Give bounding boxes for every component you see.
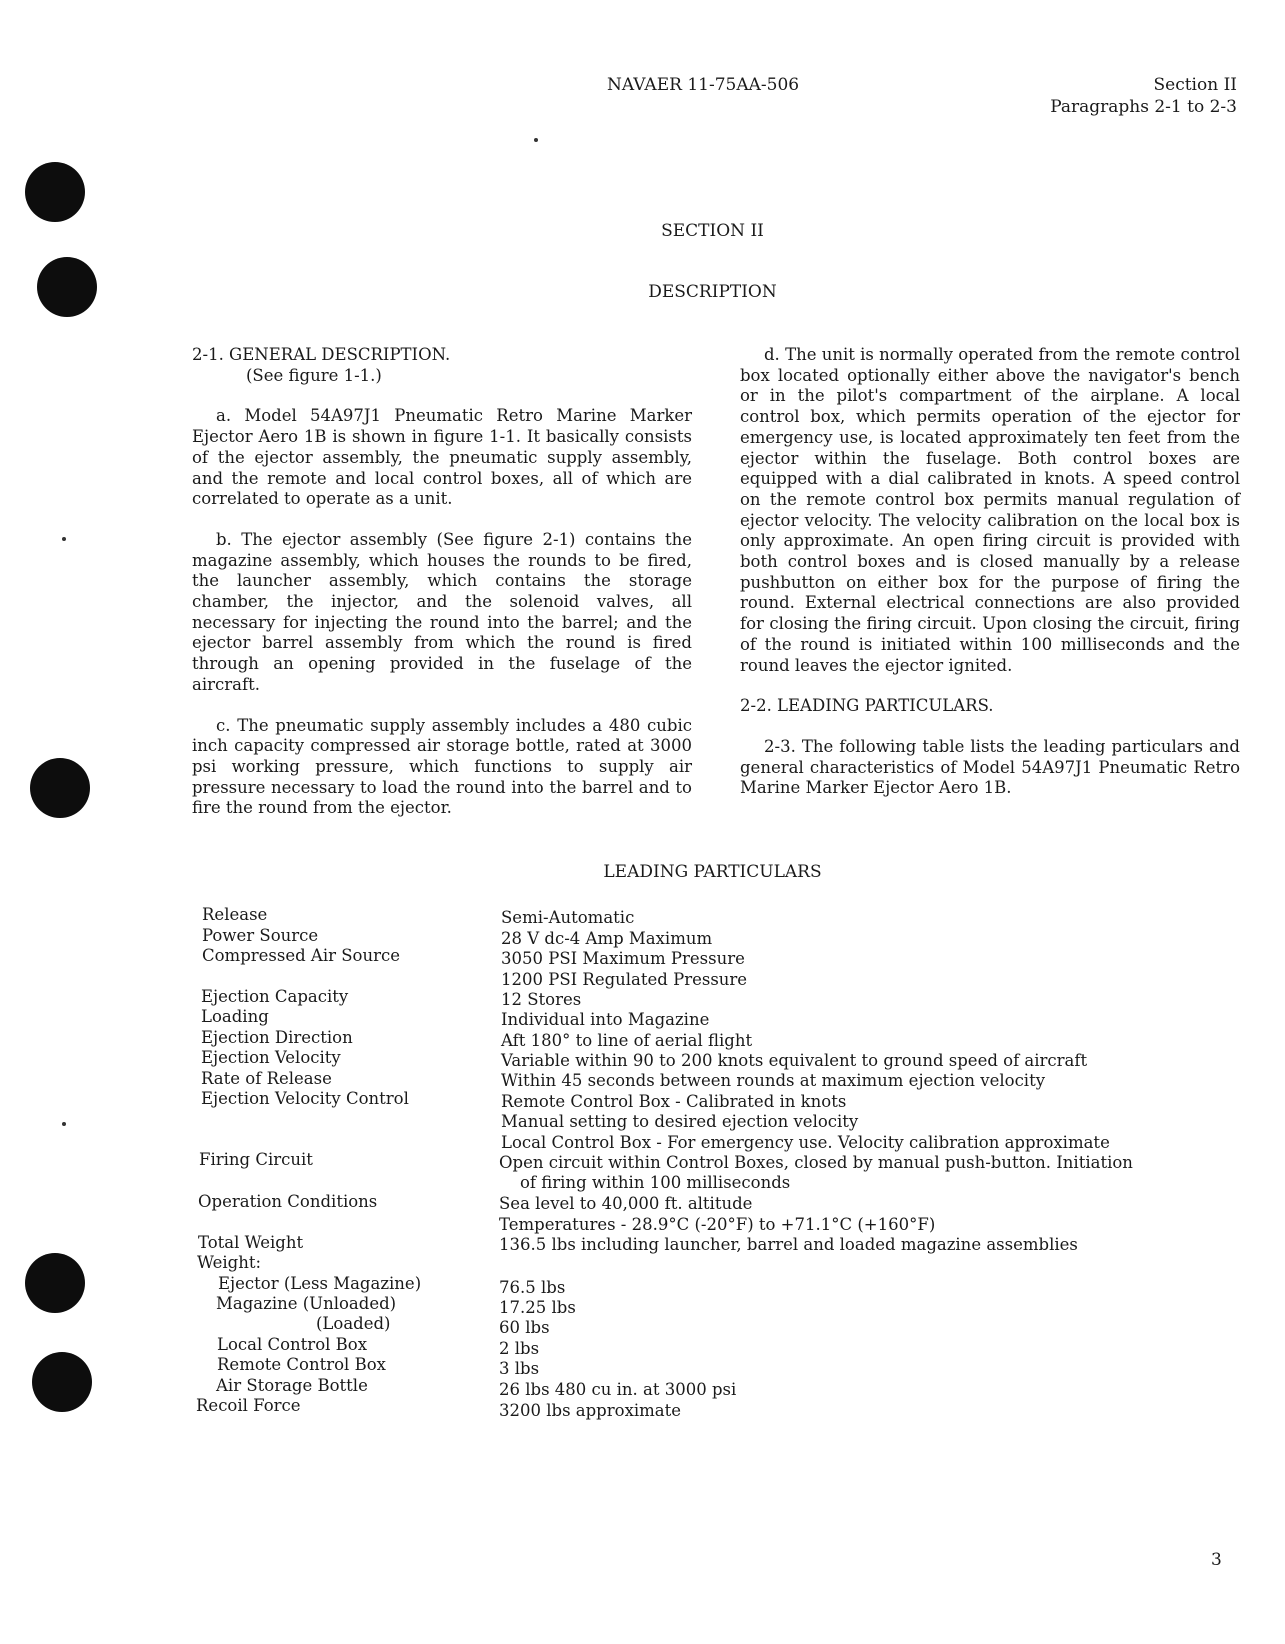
lp-label: Air Storage Bottle	[216, 1376, 368, 1395]
lp-label: Recoil Force	[196, 1396, 301, 1415]
heading-2-1: 2-1. GENERAL DESCRIPTION.	[192, 345, 451, 364]
lp-value: 136.5 lbs including launcher, barrel and loaded magazine assemblies	[499, 1235, 1078, 1254]
paragraph-b: b. The ejector assembly (See figure 2-1) contains the magazine assembly, which houses the rounds to be fired, the launcher assembly, which contains the storage chamber, the injector, and the solenoid valves, all necessary for injecting the round into the barrel; and the ejector barrel assembly from which the round is fired through an opening provided in the fuselage of the aircraft.	[192, 529, 692, 694]
lp-label: Local Control Box	[217, 1335, 368, 1354]
lp-value: Local Control Box - For emergency use. Velocity calibration approximate	[501, 1133, 1110, 1152]
binder-hole	[25, 162, 85, 222]
lp-value: Temperatures - 28.9°C (-20°F) to +71.1°C (+160°F)	[499, 1215, 936, 1234]
lp-value: Aft 180° to line of aerial flight	[501, 1031, 753, 1050]
lp-value: 60 lbs	[499, 1318, 550, 1337]
lp-label: Operation Conditions	[198, 1192, 378, 1211]
lp-value: Individual into Magazine	[501, 1010, 710, 1029]
lp-label: Magazine (Unloaded)	[216, 1294, 397, 1313]
speck	[62, 537, 66, 541]
speck	[534, 138, 538, 142]
heading-2-2: 2-2. LEADING PARTICULARS.	[740, 696, 994, 716]
speck	[62, 1122, 66, 1126]
paragraph-a: a. Model 54A97J1 Pneumatic Retro Marine Marker Ejector Aero 1B is shown in figure 1-1. It basically consists of the ejector assembly, the pneumatic supply assembly, and the remote and local control boxes, all of which are correlated to operate as a unit.	[192, 406, 692, 509]
lp-label: Remote Control Box	[217, 1355, 386, 1374]
lp-label: Firing Circuit	[199, 1150, 313, 1169]
lp-value: 76.5 lbs	[499, 1278, 566, 1297]
lp-value: 28 V dc-4 Amp Maximum	[501, 929, 713, 948]
lp-value: Remote Control Box - Calibrated in knots	[501, 1092, 847, 1111]
lp-value: 3 lbs	[499, 1359, 540, 1378]
binder-hole	[32, 1352, 92, 1412]
paragraph-c: c. The pneumatic supply assembly includes a 480 cubic inch capacity compressed air storage bottle, rated at 3000 psi working pressure, which functions to supply air pressure necessary to load the round into the barrel and to fire the round from the ejector.	[192, 715, 692, 818]
lp-value: Manual setting to desired ejection velocity	[501, 1112, 859, 1131]
paragraph-2-3: 2-3. The following table lists the leading particulars and general characteristics of Model 54A97J1 Pneumatic Retro Marine Marker Ejector Aero 1B.	[740, 736, 1240, 798]
paragraph-range: Paragraphs 2-1 to 2-3	[1050, 97, 1237, 117]
lp-label: Ejection Velocity	[201, 1048, 341, 1067]
lp-label: Total Weight	[198, 1233, 304, 1252]
lp-value: of firing within 100 milliseconds	[520, 1173, 791, 1192]
lp-label: Power Source	[202, 926, 319, 945]
leading-particulars-title: LEADING PARTICULARS	[603, 862, 822, 882]
document-number: NAVAER 11-75AA-506	[607, 75, 800, 95]
lp-label: Rate of Release	[201, 1069, 332, 1088]
right-column	[740, 345, 1240, 799]
binder-hole	[25, 1253, 85, 1313]
lp-value: 3200 lbs approximate	[499, 1401, 682, 1420]
lp-value: Sea level to 40,000 ft. altitude	[499, 1194, 753, 1213]
lp-value: Within 45 seconds between rounds at maximum ejection velocity	[501, 1071, 1046, 1090]
paragraph-d: d. The unit is normally operated from the remote control box located optionally either above the navigator's bench or in the pilot's compartment of the airplane. A local control box, which permits operation of the ejector for emergency use, is located approximately ten feet from the ejector within the fuselage. Both control boxes are equipped with a dial calibrated in knots. A speed control on the remote control box permits manual regulation of ejector velocity. The velocity calibration on the local box is only approximate. An open firing circuit is provided with both control boxes and is closed manually by a release pushbutton on either box for the purpose of firing the round. External electrical connections are also provided for closing the firing circuit. Upon closing the circuit, firing of the round is initiated within 100 milliseconds and the round leaves the ejector ignited.	[740, 345, 1240, 675]
lp-value: 17.25 lbs	[499, 1298, 576, 1317]
lp-label: Loading	[201, 1007, 269, 1026]
lp-label: Ejection Capacity	[201, 987, 349, 1006]
lp-label: (Loaded)	[316, 1314, 391, 1333]
lp-value: Open circuit within Control Boxes, closed by manual push-button. Initiation	[499, 1153, 1133, 1172]
heading-2-1-ref: (See figure 1-1.)	[246, 365, 382, 385]
left-column	[192, 345, 692, 819]
lp-value: 3050 PSI Maximum Pressure	[501, 949, 745, 968]
lp-label: Release	[202, 905, 268, 924]
lp-value: 1200 PSI Regulated Pressure	[501, 970, 748, 989]
lp-value: 12 Stores	[501, 990, 582, 1009]
binder-hole	[30, 758, 90, 818]
section-label: Section II	[1153, 75, 1237, 95]
lp-label: Ejection Direction	[201, 1028, 353, 1047]
section-subtitle: DESCRIPTION	[648, 282, 777, 302]
lp-label: Compressed Air Source	[202, 946, 401, 965]
lp-value: 26 lbs 480 cu in. at 3000 psi	[499, 1380, 737, 1399]
lp-value: Variable within 90 to 200 knots equivalent to ground speed of aircraft	[501, 1051, 1088, 1070]
section-title: SECTION II	[661, 221, 764, 241]
lp-value: Semi-Automatic	[501, 908, 635, 927]
lp-label: Ejector (Less Magazine)	[218, 1274, 422, 1293]
lp-label: Ejection Velocity Control	[201, 1089, 409, 1108]
lp-label: Weight:	[197, 1253, 262, 1272]
lp-value: 2 lbs	[499, 1339, 540, 1358]
page-number: 3	[1211, 1550, 1222, 1570]
